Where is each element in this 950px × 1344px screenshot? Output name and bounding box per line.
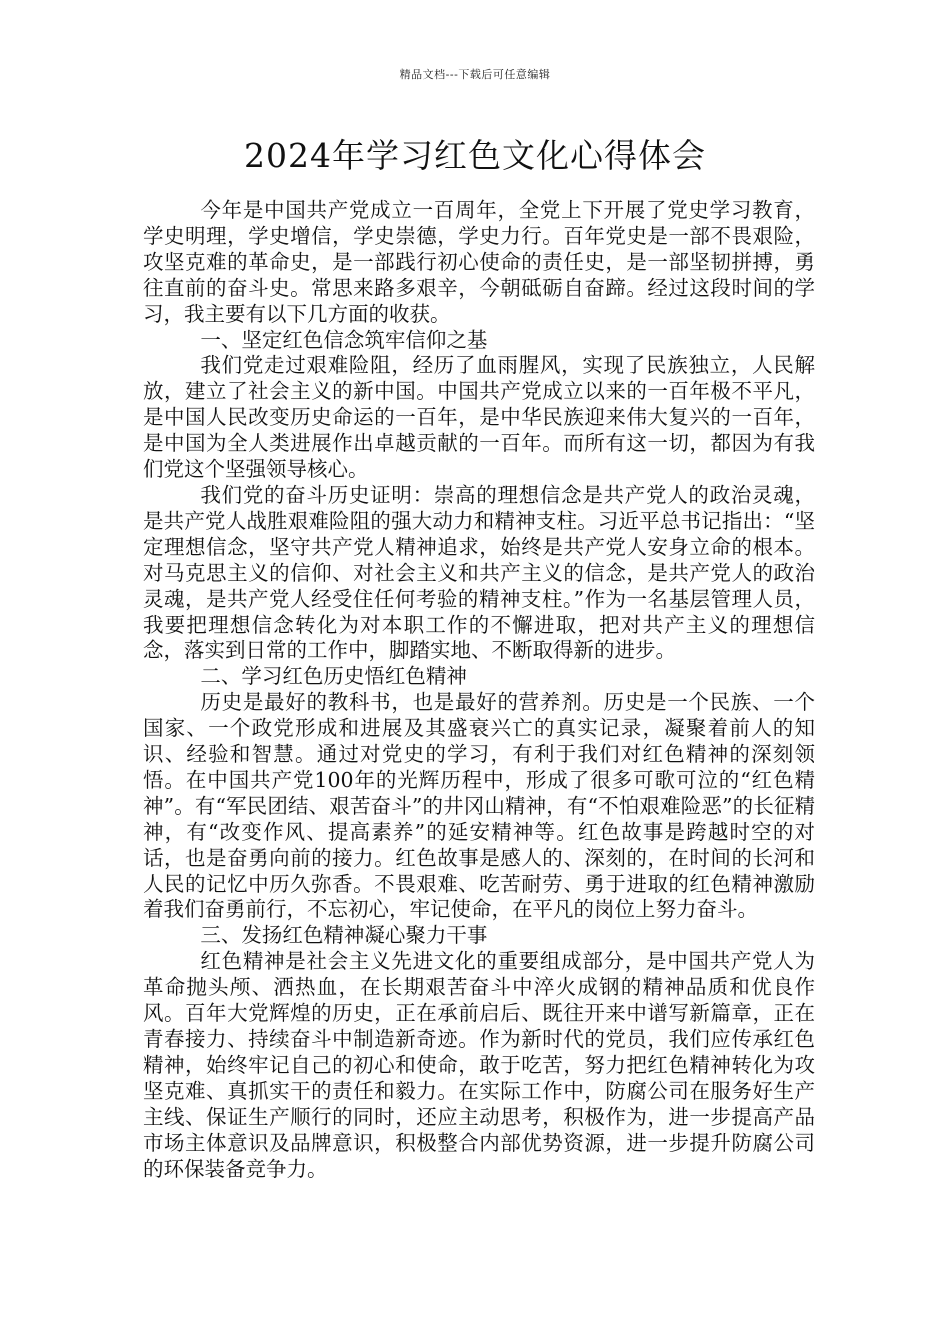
document-title: 2024年学习红色文化心得体会 [244, 136, 706, 175]
paragraph-section1-1: 我们党走过艰难险阻，经历了血雨腥风，实现了民族独立，人民解放，建立了社会主义的新中国。中国共产党成立以来的一百年极不平凡，是中国人民改变历史命运的一百年，是中华民族迎来伟大复兴的一百年，是中国为全人类进展作出卓越贡献的一百年。而所有这一切，都因为有我们党这个坚强领导核心。 [143, 353, 815, 482]
paragraph-intro: 今年是中国共产党成立一百周年，全党上下开展了党史学习教育，学史明理，学史增信，学史崇德，学史力行。百年党史是一部不畏艰险，攻坚克难的革命史，是一部践行初心使命的责任史，是一部坚韧拼搏，勇往直前的奋斗史。常思来路多艰辛，今朝砥砺自奋蹄。经过这段时间的学习，我主要有以下几方面的收获。 [143, 198, 815, 326]
paragraph-section3-1: 红色精神是社会主义先进文化的重要组成部分，是中国共产党人为革命抛头颅、洒热血，在长期艰苦奋斗中淬火成钢的精神品质和优良作风。百年大党辉煌的历史，正在承前启后、既往开来中谱写新篇章，正在青春接力、持续奋斗中制造新奇迹。作为新时代的党员，我们应传承红色精神，始终牢记自己的初心和使命，敢于吃苦，努力把红色精神转化为攻坚克难、真抓实干的责任和毅力。在实际工作中，防腐公司在服务好生产主线、保证生产顺行的同时，还应主动思考，积极作为，进一步提高产品市场主体意识及品牌意识，积极整合内部优势资源，进一步提升防腐公司的环保装备竞争力。 [143, 949, 815, 1181]
paragraph-section2-1: 历史是最好的教科书，也是最好的营养剂。历史是一个民族、一个国家、一个政党形成和进展及其盛衰兴亡的真实记录，凝聚着前人的知识、经验和智慧。通过对党史的学习，有利于我们对红色精神的深刻领悟。在中国共产党100年的光辉历程中，形成了很多可歌可泣的“红色精神”。有“军民团结、艰苦奋斗”的井冈山精神，有“不怕艰难险恶”的长征精神，有“改变作风、提高素养”的延安精神等。红色故事是跨越时空的对话，也是奋勇向前的接力。红色故事是感人的、深刻的，在时间的长河和人民的记忆中历久弥香。不畏艰难、吃苦耐劳、勇于进取的红色精神激励着我们奋勇前行，不忘初心，牢记使命，在平凡的岗位上努力奋斗。 [143, 690, 815, 922]
section-heading-1: 一、坚定红色信念筑牢信仰之基 [200, 327, 488, 352]
paragraph-section1-2: 我们党的奋斗历史证明：崇高的理想信念是共产党人的政治灵魂，是共产党人战胜艰难险阻的强大动力和精神支柱。习近平总书记指出：“坚定理想信念，坚守共产党人精神追求，始终是共产党人安身立命的根本。对马克思主义的信仰、对社会主义和共产主义的信念，是共产党人的政治灵魂，是共产党人经受住任何考验的精神支柱。”作为一名基层管理人员，我要把理想信念转化为对本职工作的不懈进取，把对共产主义的理想信念，落实到日常的工作中，脚踏实地、不断取得新的进步。 [143, 482, 815, 663]
section-heading-3: 三、发扬红色精神凝心聚力干事 [200, 923, 488, 948]
document-body [143, 198, 815, 1182]
page-header: 精品文档---下载后可任意编辑 [399, 68, 551, 81]
section-heading-2: 二、学习红色历史悟红色精神 [200, 664, 467, 689]
